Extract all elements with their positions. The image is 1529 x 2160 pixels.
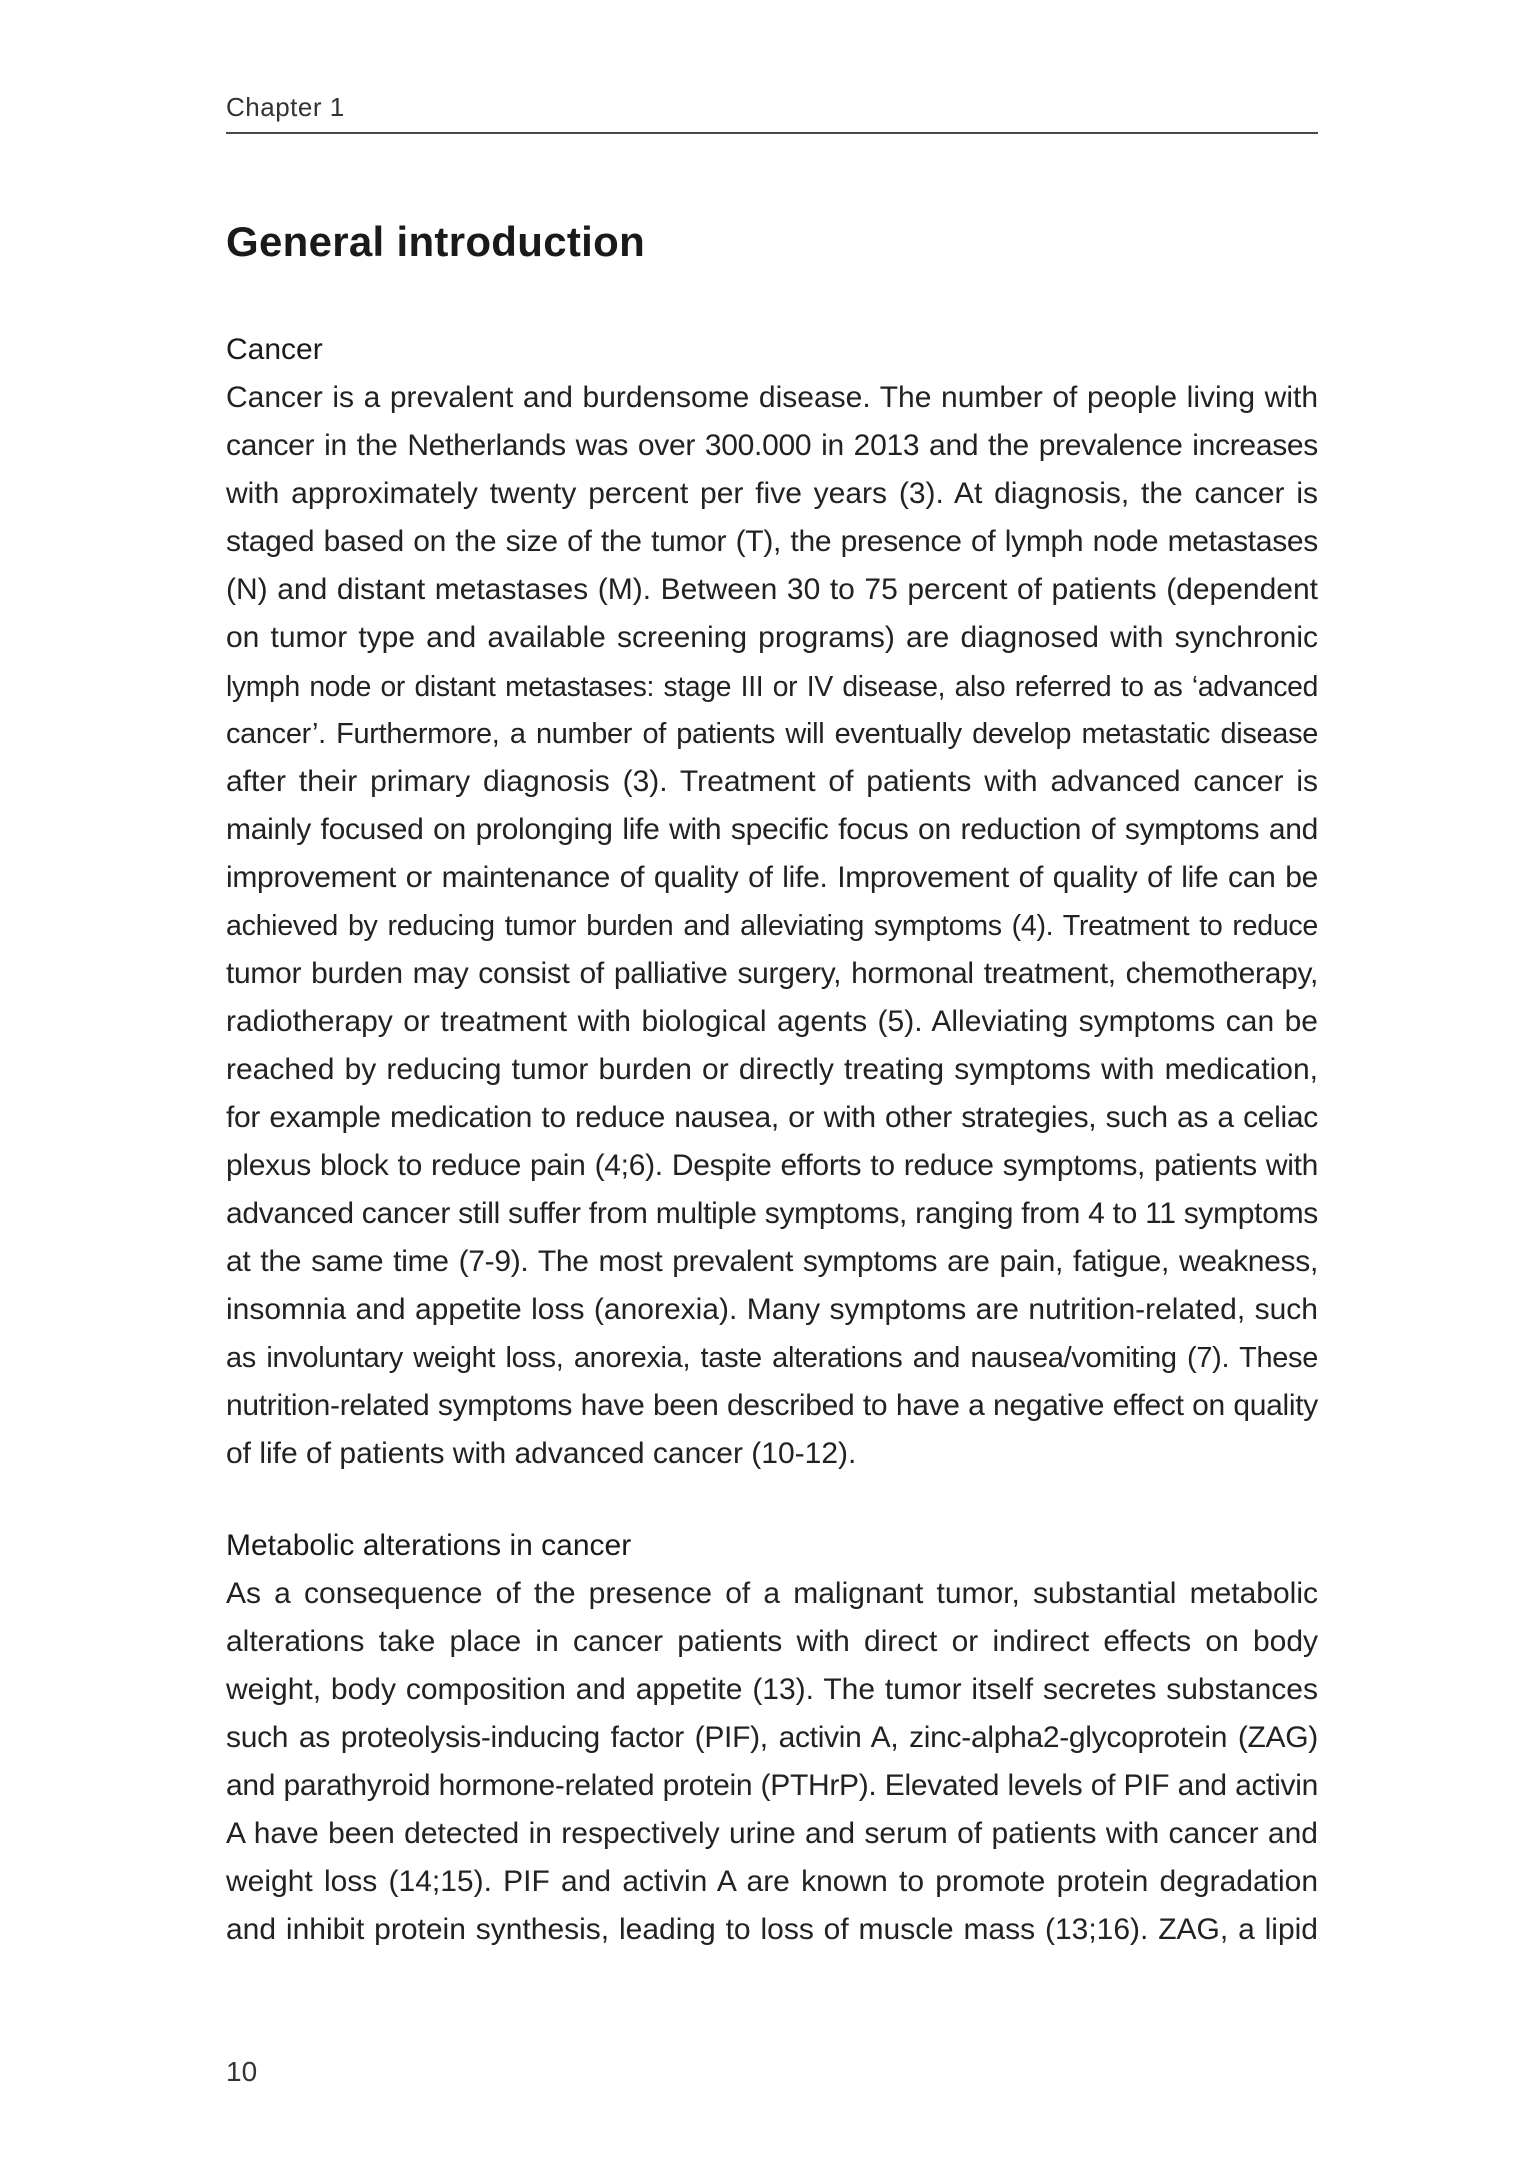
section-paragraph	[226, 374, 1318, 1478]
text-line: for example medication to reduce nausea, or with other strategies, such as a celiac	[226, 1101, 1318, 1134]
text-line: with approximately twenty percent per five years (3). At diagnosis, the cancer is	[226, 477, 1318, 510]
text-line: (N) and distant metastases (M). Between 30 to 75 percent of patients (dependent	[226, 573, 1318, 606]
section-paragraph	[226, 1570, 1318, 1954]
running-header	[226, 88, 1318, 134]
section-heading: Metabolic alterations in cancer	[226, 1529, 632, 1562]
text-line: achieved by reducing tumor burden and alleviating symptoms (4). Treatment to reduce	[226, 910, 1318, 942]
text-line: weight, body composition and appetite (13). The tumor itself secretes substances	[226, 1673, 1318, 1706]
section-cancer	[226, 326, 1318, 1478]
section-metabolic-alterations	[226, 1522, 1318, 1954]
page-title: General introduction	[226, 218, 646, 265]
text-line: staged based on the size of the tumor (T), the presence of lymph node metastases	[226, 525, 1318, 558]
text-line: of life of patients with advanced cancer (10-12).	[226, 1437, 857, 1470]
page-number: 10	[226, 2056, 258, 2087]
text-line: As a consequence of the presence of a malignant tumor, substantial metabolic	[226, 1577, 1318, 1610]
text-line: improvement or maintenance of quality of life. Improvement of quality of life can be	[226, 861, 1318, 894]
text-line: lymph node or distant metastases: stage III or IV disease, also referred to as ‘advanced	[226, 670, 1318, 702]
text-line: weight loss (14;15). PIF and activin A are known to promote protein degradation	[226, 1865, 1318, 1898]
text-line: radiotherapy or treatment with biological agents (5). Alleviating symptoms can be	[226, 1005, 1318, 1038]
text-line: insomnia and appetite loss (anorexia). Many symptoms are nutrition-related, such	[226, 1293, 1318, 1326]
text-line: after their primary diagnosis (3). Treatment of patients with advanced cancer is	[226, 765, 1318, 798]
text-line: reached by reducing tumor burden or directly treating symptoms with medication,	[226, 1053, 1318, 1086]
text-line: such as proteolysis-inducing factor (PIF), activin A, zinc-alpha2-glycoprotein (ZAG)	[226, 1721, 1318, 1754]
text-line: plexus block to reduce pain (4;6). Despite efforts to reduce symptoms, patients with	[226, 1149, 1318, 1182]
text-line: on tumor type and available screening programs) are diagnosed with synchronic	[226, 621, 1318, 654]
text-line: at the same time (7-9). The most prevalent symptoms are pain, fatigue, weakness,	[226, 1245, 1318, 1278]
running-header-title: Chapter 1	[226, 92, 345, 122]
section-heading: Cancer	[226, 333, 323, 366]
text-line: tumor burden may consist of palliative surgery, hormonal treatment, chemotherapy,	[226, 957, 1318, 990]
text-line: as involuntary weight loss, anorexia, taste alterations and nausea/vomiting (7). These	[226, 1342, 1318, 1374]
text-line: cancer’. Furthermore, a number of patients will eventually develop metastatic disease	[226, 718, 1318, 750]
text-line: nutrition-related symptoms have been described to have a negative effect on quality	[226, 1389, 1318, 1422]
text-line: cancer in the Netherlands was over 300.000 in 2013 and the prevalence increases	[226, 429, 1318, 462]
text-line: alterations take place in cancer patients with direct or indirect effects on body	[226, 1625, 1318, 1658]
text-line: and parathyroid hormone-related protein (PTHrP). Elevated levels of PIF and activin	[226, 1769, 1318, 1802]
text-line: Cancer is a prevalent and burdensome disease. The number of people living with	[226, 381, 1318, 414]
text-line: mainly focused on prolonging life with specific focus on reduction of symptoms and	[226, 813, 1318, 846]
text-line: advanced cancer still suffer from multiple symptoms, ranging from 4 to 11 symptoms	[226, 1197, 1318, 1230]
text-line: and inhibit protein synthesis, leading to loss of muscle mass (13;16). ZAG, a lipid	[226, 1913, 1318, 1946]
text-line: A have been detected in respectively urine and serum of patients with cancer and	[226, 1817, 1318, 1850]
